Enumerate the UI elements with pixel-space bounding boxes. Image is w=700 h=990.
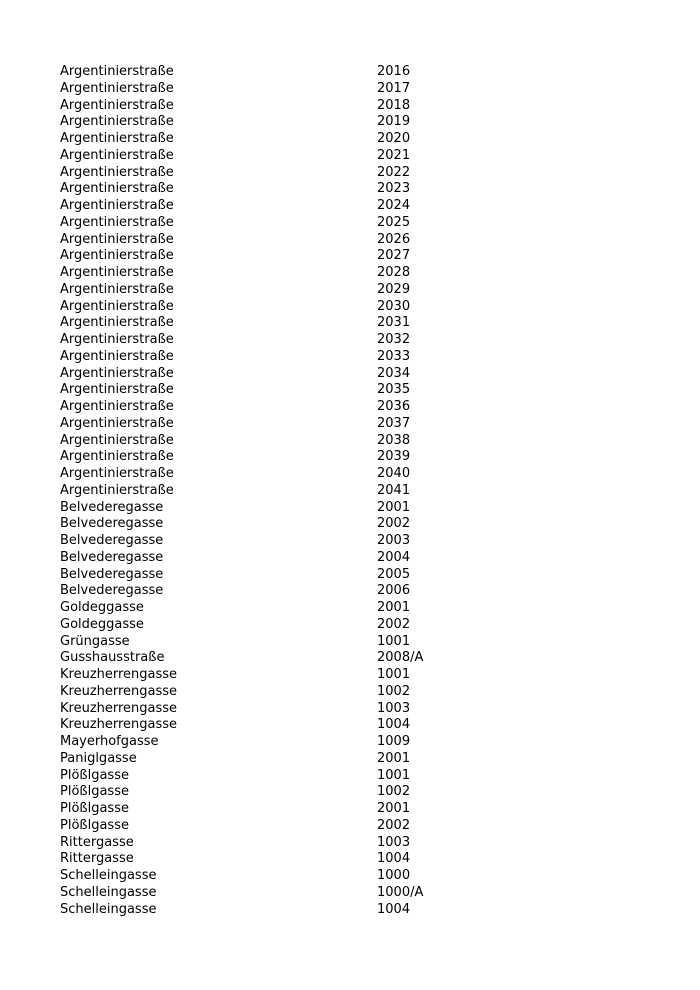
house-number-cell: 2018 [377, 97, 411, 113]
street-name-cell: Argentinierstraße [60, 365, 174, 381]
street-name-cell: Schelleingasse [60, 884, 157, 900]
table-row [60, 784, 660, 801]
table-row [60, 315, 660, 332]
table-row [60, 851, 660, 868]
street-name-cell: Argentinierstraße [60, 432, 174, 448]
table-row [60, 617, 660, 634]
table-row [60, 98, 660, 115]
table-row [60, 684, 660, 701]
house-number-cell: 1000/A [377, 884, 424, 900]
street-name-cell: Argentinierstraße [60, 231, 174, 247]
table-row [60, 64, 660, 81]
street-name-cell: Rittergasse [60, 834, 134, 850]
house-number-cell: 2037 [377, 415, 411, 431]
house-number-cell: 1001 [377, 667, 411, 682]
table-row [60, 198, 660, 215]
street-name-cell: Argentinierstraße [60, 198, 174, 213]
house-number-cell: 2005 [377, 566, 411, 582]
table-row [60, 181, 660, 198]
house-number-cell: 1002 [377, 683, 411, 699]
street-name-cell: Argentinierstraße [60, 181, 174, 197]
street-name-cell: Argentinierstraße [60, 64, 174, 79]
street-name-cell: Argentinierstraße [60, 164, 174, 180]
table-row [60, 165, 660, 182]
table-row [60, 416, 660, 433]
house-number-cell: 2024 [377, 198, 411, 213]
street-name-cell: Argentinierstraße [60, 114, 174, 130]
house-number-cell: 2039 [377, 449, 411, 465]
house-number-cell: 2001 [377, 801, 411, 816]
street-name-cell: Argentinierstraße [60, 348, 174, 364]
street-name-cell: Argentinierstraße [60, 382, 174, 398]
street-name-cell: Argentinierstraße [60, 449, 174, 465]
table-row [60, 265, 660, 282]
house-number-cell: 2035 [377, 382, 411, 398]
table-row [60, 449, 660, 466]
street-name-cell: Belvederegasse [60, 549, 164, 565]
table-row [60, 600, 660, 617]
street-name-cell: Argentinierstraße [60, 147, 174, 163]
table-row [60, 148, 660, 165]
street-name-cell: Goldeggasse [60, 600, 144, 615]
house-number-cell: 2021 [377, 147, 411, 163]
house-number-cell: 2025 [377, 214, 411, 230]
street-name-cell: Plößlgasse [60, 817, 129, 833]
house-number-cell: 2038 [377, 432, 411, 448]
table-row [60, 801, 660, 818]
table-row [60, 114, 660, 131]
street-name-cell: Belvederegasse [60, 566, 164, 582]
street-name-cell: Plößlgasse [60, 801, 129, 816]
house-number-cell: 2001 [377, 600, 411, 615]
house-number-cell: 2028 [377, 265, 411, 280]
table-row [60, 215, 660, 232]
house-number-cell: 1009 [377, 734, 411, 749]
table-row [60, 650, 660, 667]
street-name-cell: Paniglgasse [60, 750, 137, 766]
table-row [60, 818, 660, 835]
table-row [60, 382, 660, 399]
table-row [60, 835, 660, 852]
table-row [60, 885, 660, 902]
house-number-cell: 2033 [377, 348, 411, 364]
house-number-cell: 1004 [377, 901, 411, 917]
street-name-cell: Argentinierstraße [60, 265, 174, 280]
house-number-cell: 2003 [377, 533, 411, 548]
table-row [60, 634, 660, 651]
table-row [60, 717, 660, 734]
street-name-cell: Mayerhofgasse [60, 734, 159, 749]
house-number-cell: 2020 [377, 131, 411, 146]
table-row [60, 500, 660, 517]
address-table [60, 64, 660, 918]
house-number-cell: 2008/A [377, 650, 424, 666]
house-number-cell: 2032 [377, 332, 411, 347]
table-row [60, 366, 660, 383]
street-name-cell: Belvederegasse [60, 583, 164, 599]
table-row [60, 667, 660, 684]
table-row [60, 701, 660, 718]
table-row [60, 550, 660, 567]
house-number-cell: 1001 [377, 633, 411, 649]
house-number-cell: 2002 [377, 616, 411, 632]
street-name-cell: Argentinierstraße [60, 315, 174, 331]
table-row [60, 567, 660, 584]
table-row [60, 583, 660, 600]
table-row [60, 483, 660, 500]
street-name-cell: Kreuzherrengasse [60, 683, 178, 699]
street-name-cell: Goldeggasse [60, 616, 144, 632]
table-row [60, 282, 660, 299]
street-name-cell: Argentinierstraße [60, 415, 174, 431]
house-number-cell: 2040 [377, 466, 411, 481]
street-name-cell: Argentinierstraße [60, 399, 174, 414]
house-number-cell: 2031 [377, 315, 411, 331]
house-number-cell: 2001 [377, 750, 411, 766]
house-number-cell: 2004 [377, 549, 411, 565]
house-number-cell: 1001 [377, 767, 411, 783]
table-row [60, 768, 660, 785]
street-name-cell: Belvederegasse [60, 516, 164, 532]
house-number-cell: 2006 [377, 583, 411, 599]
house-number-cell: 1003 [377, 834, 411, 850]
table-row [60, 349, 660, 366]
street-name-cell: Grüngasse [60, 633, 130, 649]
house-number-cell: 2023 [377, 181, 411, 197]
street-name-cell: Argentinierstraße [60, 332, 174, 347]
street-name-cell: Schelleingasse [60, 868, 157, 883]
house-number-cell: 1004 [377, 717, 411, 733]
house-number-cell: 2026 [377, 231, 411, 247]
table-row [60, 399, 660, 416]
street-name-cell: Argentinierstraße [60, 214, 174, 230]
house-number-cell: 2030 [377, 298, 411, 314]
street-name-cell: Argentinierstraße [60, 80, 174, 96]
table-row [60, 516, 660, 533]
house-number-cell: 2001 [377, 499, 411, 515]
house-number-cell: 2041 [377, 482, 411, 498]
street-name-cell: Schelleingasse [60, 901, 157, 917]
table-row [60, 734, 660, 751]
house-number-cell: 2002 [377, 817, 411, 833]
street-name-cell: Plößlgasse [60, 784, 129, 800]
house-number-cell: 1000 [377, 868, 411, 883]
street-name-cell: Kreuzherrengasse [60, 700, 178, 716]
street-name-cell: Argentinierstraße [60, 248, 174, 264]
table-row [60, 902, 660, 919]
street-name-cell: Belvederegasse [60, 499, 164, 515]
street-name-cell: Argentinierstraße [60, 131, 174, 146]
table-row [60, 868, 660, 885]
house-number-cell: 2027 [377, 248, 411, 264]
house-number-cell: 2034 [377, 365, 411, 381]
house-number-cell: 1003 [377, 700, 411, 716]
street-name-cell: Gusshausstraße [60, 650, 165, 666]
house-number-cell: 1002 [377, 784, 411, 800]
street-name-cell: Argentinierstraße [60, 97, 174, 113]
table-row [60, 433, 660, 450]
house-number-cell: 2019 [377, 114, 411, 130]
table-row [60, 533, 660, 550]
house-number-cell: 1004 [377, 851, 411, 867]
street-name-cell: Kreuzherrengasse [60, 717, 178, 733]
street-name-cell: Argentinierstraße [60, 281, 174, 297]
house-number-cell: 2016 [377, 64, 411, 79]
table-row [60, 248, 660, 265]
street-name-cell: Plößlgasse [60, 767, 129, 783]
table-row [60, 299, 660, 316]
table-row [60, 751, 660, 768]
table-row [60, 232, 660, 249]
street-name-cell: Argentinierstraße [60, 466, 174, 481]
table-row [60, 466, 660, 483]
street-name-cell: Kreuzherrengasse [60, 667, 178, 682]
house-number-cell: 2002 [377, 516, 411, 532]
house-number-cell: 2036 [377, 399, 411, 414]
house-number-cell: 2022 [377, 164, 411, 180]
house-number-cell: 2029 [377, 281, 411, 297]
table-row [60, 131, 660, 148]
house-number-cell: 2017 [377, 80, 411, 96]
street-name-cell: Belvederegasse [60, 533, 164, 548]
street-name-cell: Argentinierstraße [60, 482, 174, 498]
street-name-cell: Rittergasse [60, 851, 134, 867]
table-row [60, 332, 660, 349]
table-row [60, 81, 660, 98]
street-name-cell: Argentinierstraße [60, 298, 174, 314]
